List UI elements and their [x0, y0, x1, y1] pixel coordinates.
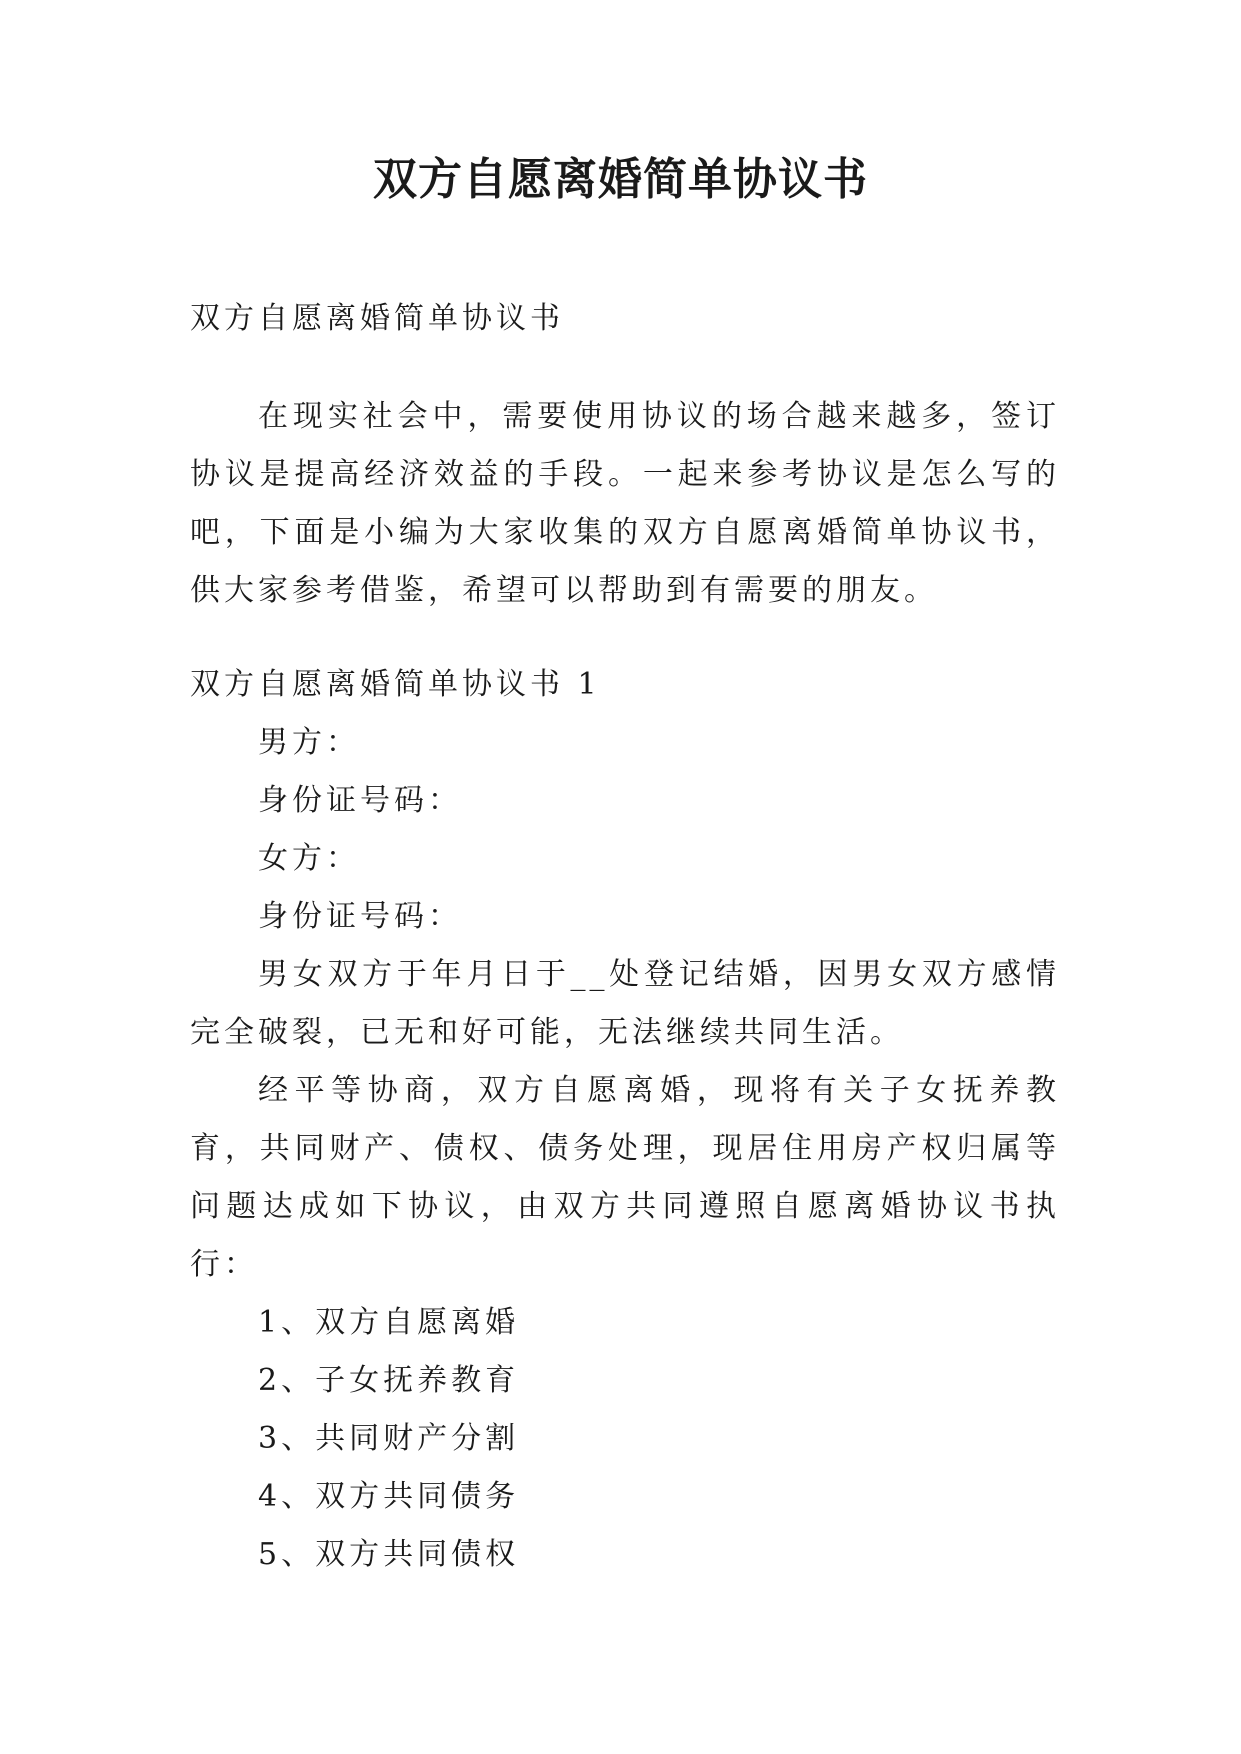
male-field-label: 男方： — [258, 725, 360, 760]
section-heading: 双方自愿离婚简单协议书 1 — [190, 667, 601, 702]
female-field-label: 女方： — [258, 841, 360, 876]
female-id-field-label: 身份证号码： — [258, 899, 462, 934]
agreement-paragraph: 经平等协商，双方自愿离婚，现将有关子女抚养教育，共同财产、债权、债务处理，现居住用房产权归属等问题达成如下协议，由双方共同遵照自愿离婚协议书执行： — [190, 1073, 1060, 1282]
list-item: 1、双方自愿离婚 — [258, 1305, 520, 1340]
document-title: 双方自愿离婚简单协议书 — [373, 154, 868, 205]
list-item: 5、双方共同债权 — [258, 1537, 520, 1572]
list-item: 3、共同财产分割 — [258, 1421, 520, 1456]
intro-paragraph: 在现实社会中，需要使用协议的场合越来越多，签订协议是提高经济效益的手段。一起来参考协议是怎么写的吧，下面是小编为大家收集的双方自愿离婚简单协议书，供大家参考借鉴，希望可以帮助到有需要的朋友。 — [190, 399, 1060, 608]
male-id-field-label: 身份证号码： — [258, 783, 462, 818]
marriage-paragraph: 男女双方于年月日于__处登记结婚，因男女双方感情完全破裂，已无和好可能，无法继续共同生活。 — [190, 957, 1060, 1050]
list-item: 4、双方共同债务 — [258, 1479, 520, 1514]
list-item: 2、子女抚养教育 — [258, 1363, 520, 1398]
document-subtitle: 双方自愿离婚简单协议书 — [190, 301, 564, 336]
document-body — [190, 290, 1060, 1584]
